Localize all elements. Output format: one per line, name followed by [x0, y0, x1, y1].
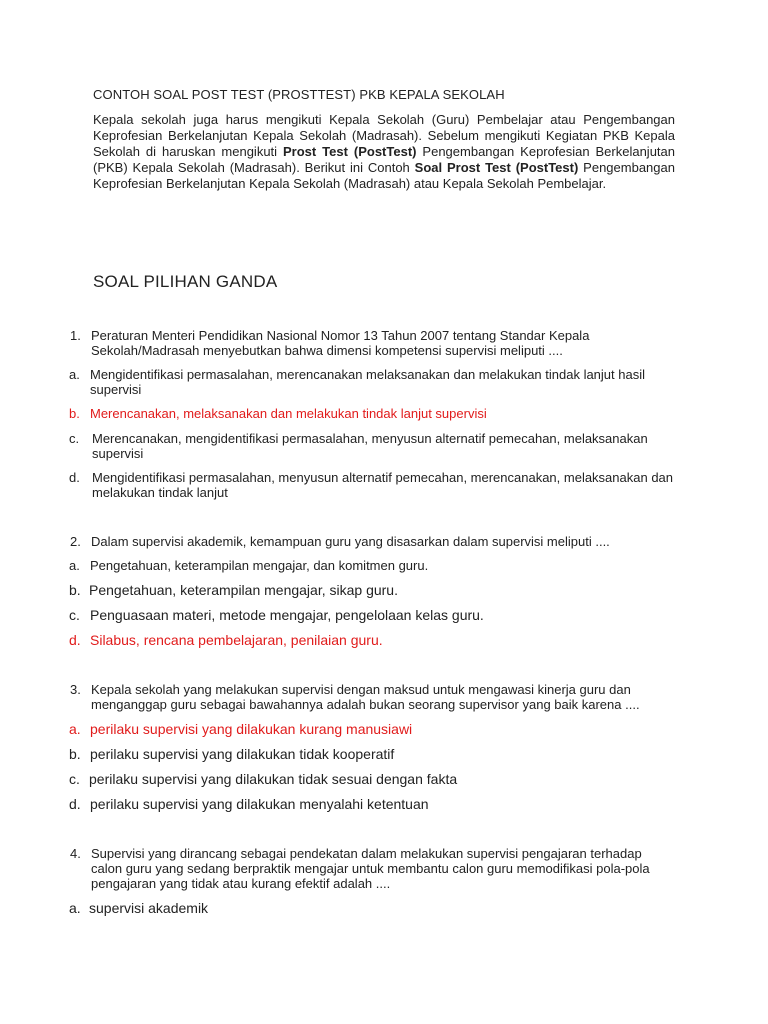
question-text: Peraturan Menteri Pendidikan Nasional Nomor 13 Tahun 2007 tentang Standar Kepala Sekolah/Madrasah menyebutkan bahwa dimensi kompetensi supervisi meliputi .... [91, 328, 590, 358]
question-number: 2. [70, 534, 81, 549]
section-title: SOAL PILIHAN GANDA [93, 272, 278, 291]
intro-paragraph [93, 112, 675, 192]
question-2 [70, 534, 680, 549]
question-number: 3. [70, 682, 81, 697]
question-3-option-d[interactable] [69, 796, 679, 812]
question-number: 1. [70, 328, 81, 343]
question-4-option-a[interactable] [69, 900, 679, 916]
option-letter: c. [69, 607, 80, 623]
question-1-option-d[interactable] [69, 470, 679, 500]
question-1-option-c[interactable] [69, 431, 679, 461]
question-2-option-b[interactable] [69, 582, 679, 598]
question-3 [70, 682, 680, 712]
option-text: supervisi akademik [89, 900, 209, 916]
option-letter: b. [69, 406, 80, 421]
option-text: Merencanakan, mengidentifikasi permasalahan, menyusun alternatif pemecahan, melaksanakan supervisi [92, 431, 648, 461]
question-2-option-d[interactable] [69, 632, 679, 648]
option-text: Penguasaan materi, metode mengajar, pengelolaan kelas guru. [90, 607, 484, 623]
intro-text-3: Pengembangan Keprofesian Berkelanjutan Kepala Sekolah (Madrasah) atau Kepala Sekolah Pembelajar. [93, 160, 675, 191]
question-2-option-c[interactable] [69, 607, 679, 623]
option-letter: d. [69, 470, 80, 485]
option-text: Pengetahuan, keterampilan mengajar, sikap guru. [89, 582, 398, 598]
question-text: Supervisi yang dirancang sebagai pendekatan dalam melakukan supervisi pengajaran terhadap calon guru yang sedang berpraktik mengajar untuk membantu calon guru memodifikasi pola-pola pengajaran yang tidak atau kurang efektif adalah .... [91, 846, 650, 891]
question-4 [70, 846, 680, 891]
question-number: 4. [70, 846, 81, 861]
option-text: perilaku supervisi yang dilakukan menyalahi ketentuan [90, 796, 429, 812]
option-letter: d. [69, 632, 81, 648]
intro-text-2: Pengembangan Keprofesian Berkelanjutan (PKB) Kepala Sekolah (Madrasah). Berikut ini Contoh [93, 144, 675, 175]
option-letter: b. [69, 746, 81, 762]
option-text: Pengetahuan, keterampilan mengajar, dan komitmen guru. [90, 558, 429, 573]
option-text: Merencanakan, melaksanakan dan melakukan tindak lanjut supervisi [90, 406, 487, 421]
option-text: perilaku supervisi yang dilakukan kurang manusiawi [90, 721, 413, 737]
option-letter: a. [69, 367, 80, 382]
intro-bold-2: Soal Prost Test (PostTest) [414, 160, 579, 175]
question-1-option-a[interactable] [69, 367, 679, 397]
option-text: Mengidentifikasi permasalahan, merencanakan melaksanakan dan melakukan tindak lanjut hasil supervisi [90, 367, 645, 397]
option-letter: a. [69, 558, 80, 573]
option-letter: c. [69, 771, 80, 787]
question-1-option-b[interactable] [69, 406, 679, 421]
document-title: CONTOH SOAL POST TEST (PROSTTEST) PKB KEPALA SEKOLAH [93, 87, 505, 102]
question-text: Dalam supervisi akademik, kemampuan guru yang disasarkan dalam supervisi meliputi .... [91, 534, 610, 549]
intro-bold-1: Prost Test (PostTest) [283, 144, 417, 159]
option-letter: b. [69, 582, 81, 598]
question-3-option-b[interactable] [69, 746, 679, 762]
option-text: perilaku supervisi yang dilakukan tidak kooperatif [90, 746, 395, 762]
option-text: perilaku supervisi yang dilakukan tidak sesuai dengan fakta [89, 771, 458, 787]
question-3-option-a[interactable] [69, 721, 679, 737]
question-1 [70, 328, 680, 358]
intro-text-1: Kepala sekolah juga harus mengikuti Kepala Sekolah (Guru) Pembelajar atau Pengembangan Keprofesian Berkelanjutan Kepala Sekolah (Madrasah). Sebelum mengikuti Kegiatan PKB Kepala Sekolah di haruskan mengikuti [93, 112, 675, 159]
question-2-option-a[interactable] [69, 558, 679, 573]
option-text: Silabus, rencana pembelajaran, penilaian guru. [90, 632, 383, 648]
question-3-option-c[interactable] [69, 771, 679, 787]
option-letter: a. [69, 721, 81, 737]
option-letter: a. [69, 900, 81, 916]
option-text: Mengidentifikasi permasalahan, menyusun alternatif pemecahan, merencanakan, melaksanakan dan melakukan tindak lanjut [92, 470, 674, 500]
option-letter: d. [69, 796, 81, 812]
option-letter: c. [69, 431, 80, 446]
question-text: Kepala sekolah yang melakukan supervisi dengan maksud untuk mengawasi kinerja guru dan menganggap guru sebagai bawahannya adalah bukan seorang supervisor yang baik karena .... [91, 682, 640, 712]
